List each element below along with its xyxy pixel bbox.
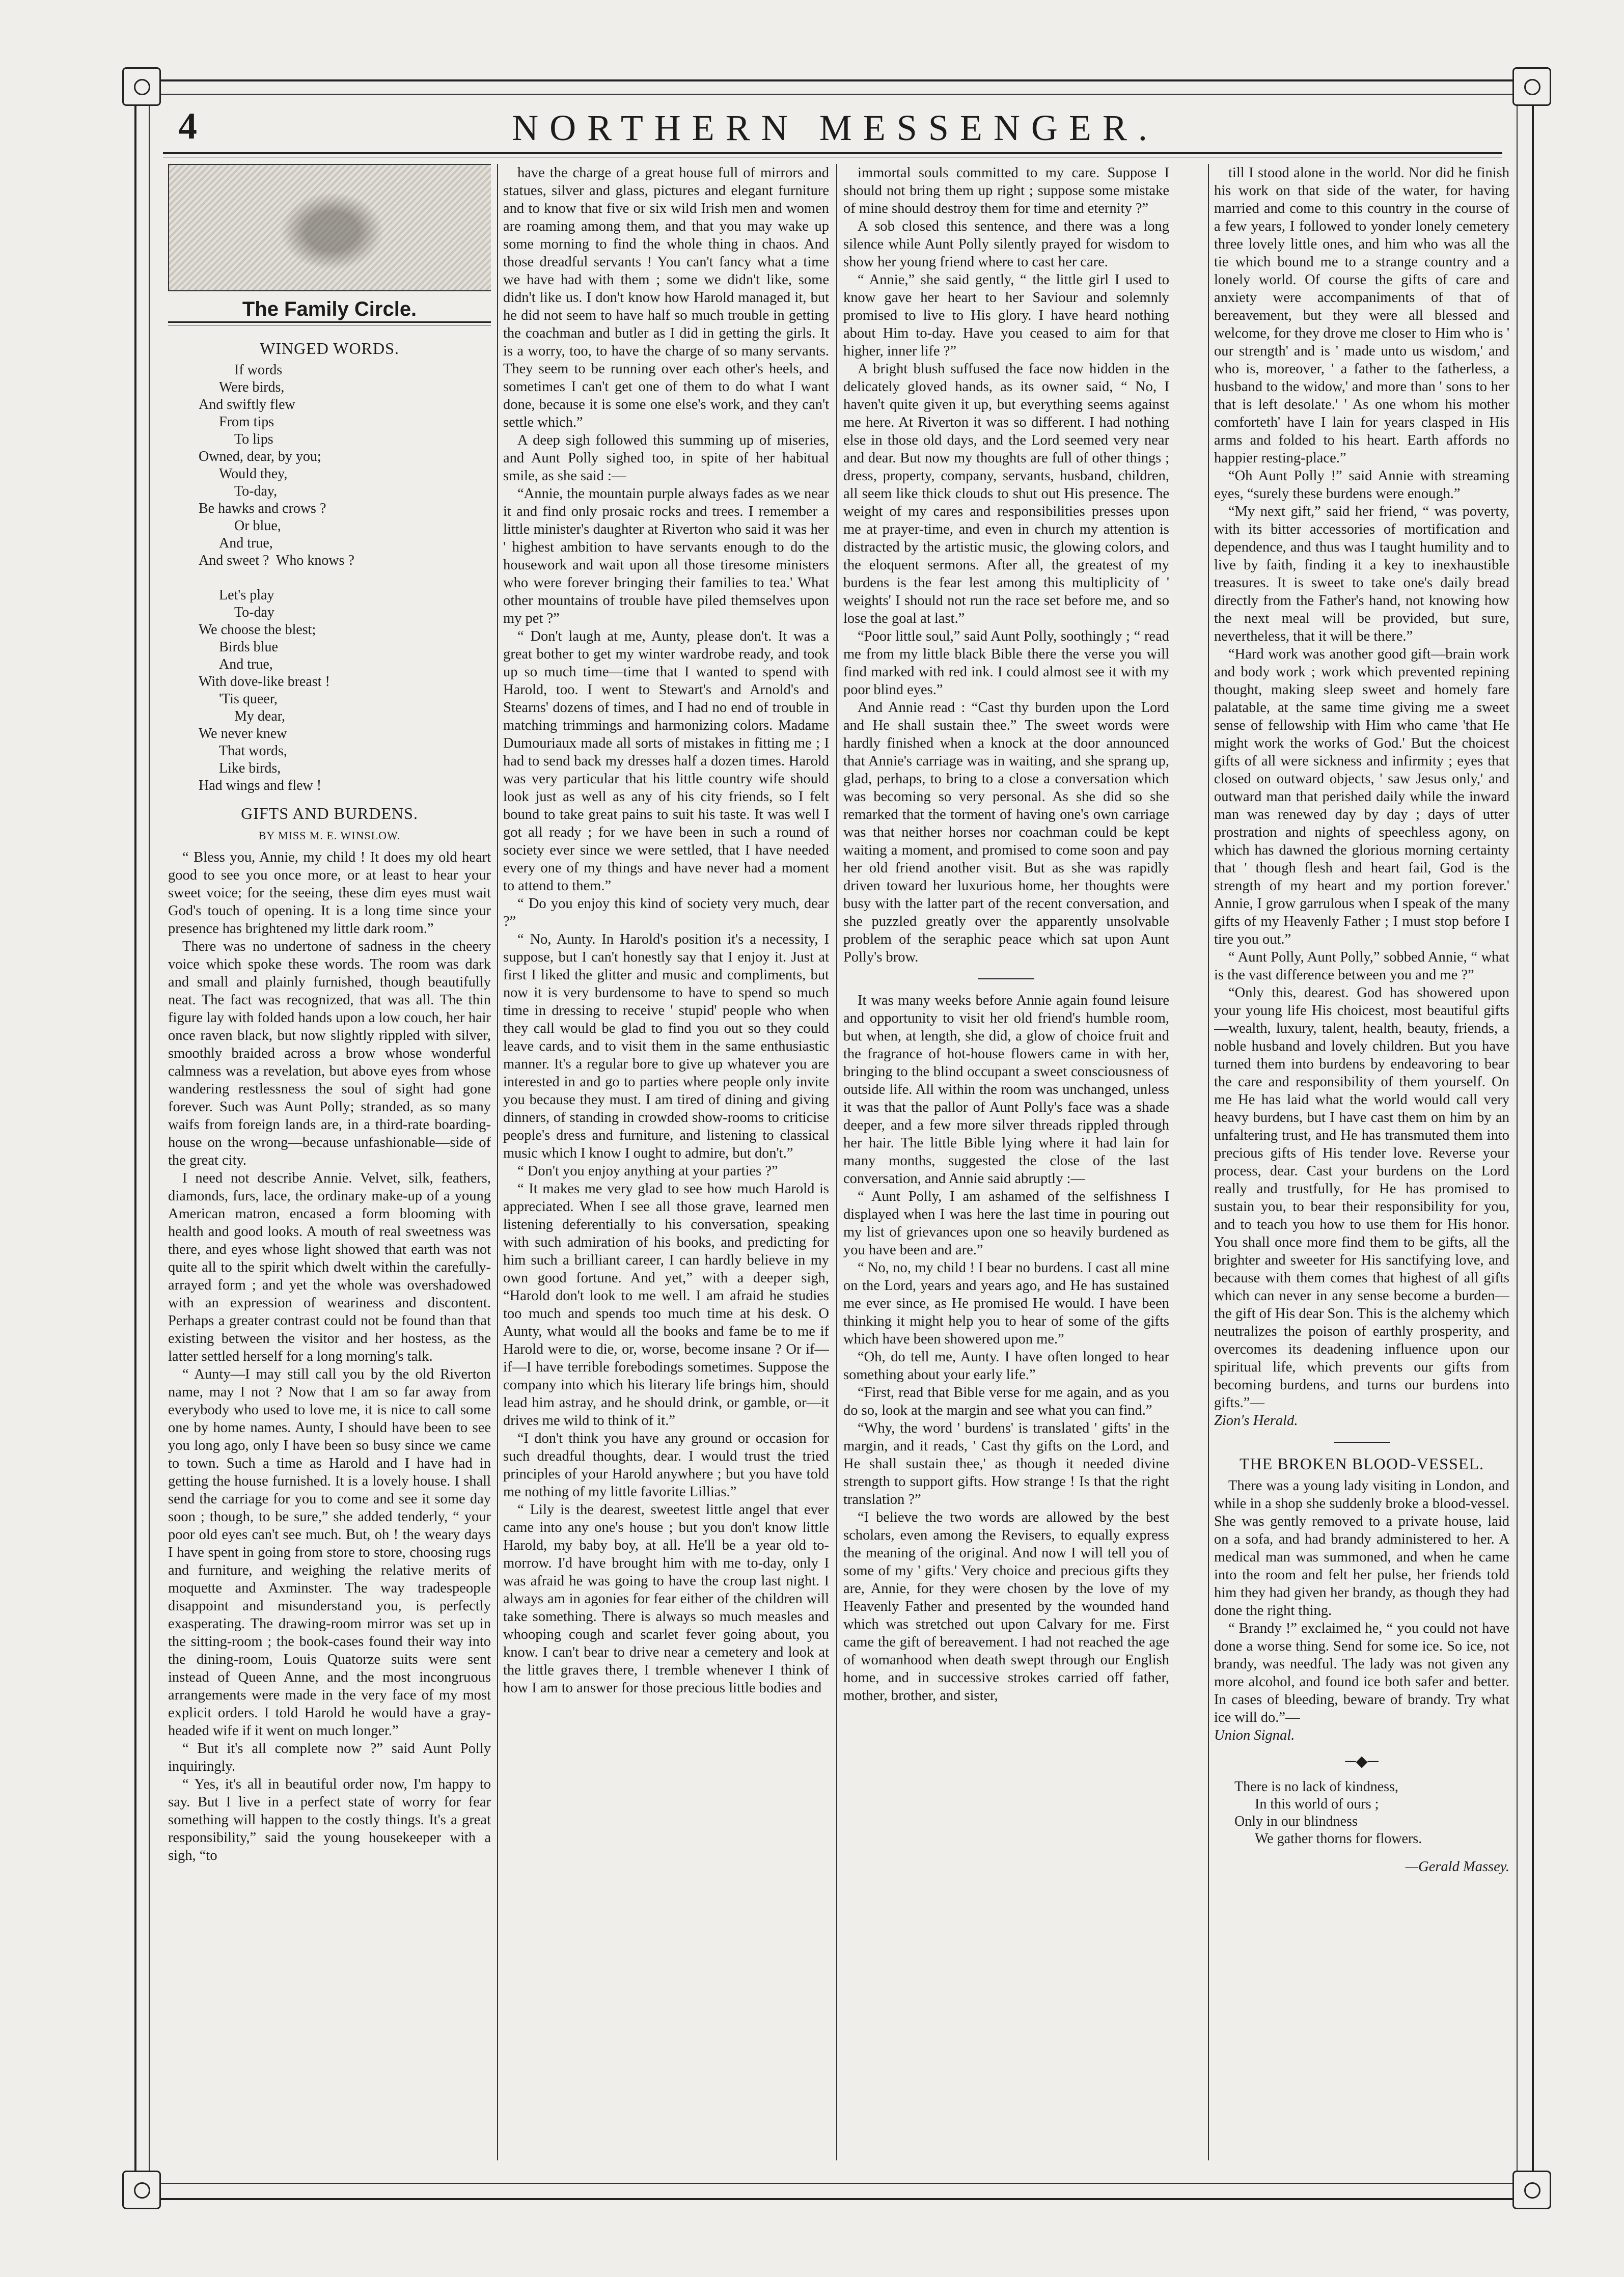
column-4 [1214, 164, 1509, 2150]
poem-line: Were birds, [219, 379, 285, 395]
poem-line: There is no lack of kindness, [1234, 1779, 1398, 1795]
story-paragraph: “I don't think you have any ground or occasion for such dreadful thoughts, dear. I would trust the tried principles of your Harold anywhere ; but you have told me nothing of my little favorite Lillias.” [503, 1431, 829, 1500]
story-paragraph: “ Don't you enjoy anything at your parties ?” [517, 1163, 778, 1179]
article2-credit: Union Signal. [1214, 1727, 1295, 1743]
story-paragraph: It was many weeks before Annie again found leisure and opportunity to visit her old friend's humble room, but when, at length, she did, a glow of choice fruit and the fragrance of hot-house flowers came in with her, bringing to the blind occupant a sweet consciousness of outside life. All within the room was unchanged, unless it was that the pallor of Aunt Polly's face was a shade deeper, and a few more silver threads rippled through her hair. The little Bible lying where it had lain for many months, suggested the close of the last conversation, and Annie said abruptly :— [843, 993, 1169, 1187]
masthead [163, 102, 1507, 153]
poem-line: With dove-like breast ! [199, 674, 330, 690]
story-credit: Zion's Herald. [1214, 1413, 1298, 1429]
story-paragraph: A deep sigh followed this summing up of miseries, and Aunt Polly sighed too, in spite of her habitual smile, as she said :— [503, 432, 829, 484]
article2-text [1214, 1477, 1509, 1726]
story-paragraph: A bright blush suffused the face now hidden in the delicately gloved hands, as its owner said, “ No, I haven't quite given it up, but everything seems against me here. At Riverton it was so different. I had nothing else in those old days, and the Lord seemed very near and dear. But now my thoughts are full of other things ; dress, property, company, servants, husband, children, all seem like thick clouds to shut out His presence. The weight of my cares and responsibilities presses upon me at prayer-time, and even in church my attention is distracted by the artistic music, the glowing colors, and the eloquent sermons. After all, the greatest of my burdens is the fear lest among this multiplicity of ' weights' I should not run the race set before me, and so lose the goal at last.” [843, 361, 1169, 626]
corner-ornament [122, 2171, 161, 2209]
story-paragraph: “ Aunt Polly, Aunt Polly,” sobbed Annie, “ what is the vast difference between you and me ?” [1214, 949, 1509, 983]
story-paragraph: “ No, Aunty. In Harold's position it's a necessity, I suppose, but I can't honestly say that I enjoy it. Just at first I liked the glitter and music and compliments, but now it is very burdensome to have to spend so much time in dressing to receive ' stupid' people who when they call would be glad to find you out so they could leave cards, and to visit them in the same enthusiastic manner. It's a regular bore to give up whatever you are interested in and go to parties where people only invite you because they must. I am tired of dining and giving dinners, of standing in crowded show-rooms to criticise people's dress and furniture, and listening to classical music which I know I ought to admire, but don't.” [503, 931, 829, 1161]
section-break [978, 978, 1034, 979]
story-paragraph: immortal souls committed to my care. Suppose I should not bring them up right ; suppose some mistake of mine should destroy them for time and eternity ?” [843, 165, 1169, 216]
story-paragraph: “ Do you enjoy this kind of society very much, dear ?” [503, 896, 829, 929]
poem-line: Only in our blindness [1234, 1814, 1358, 1829]
paper-title: NORTHERN MESSENGER. [512, 107, 1159, 148]
column-3 [843, 164, 1169, 2150]
poem-line: In this world of ours ; [1255, 1796, 1379, 1812]
header-rule [163, 152, 1502, 154]
poem-line: Be hawks and crows ? [199, 501, 326, 516]
story-paragraph: “ It makes me very glad to see how much Harold is appreciated. When I see all those grave, learned men listening deferentially to his conversation, speaking with such admiration of his books, and predicting for him such a brilliant career, I can hardly believe in my own good fortune. And yet,” with a deeper sigh, “Harold don't look to me well. I am afraid he studies too much and spends too much time at his desk. O Aunty, what would all the books and fame be to me if Harold were to die, or, worse, become insane ? Or if—if—I have terrible forebodings sometimes. Suppose the company into which his literary life brings him, should lead him astray, and he should drink, or gamble, or—it drives me wild to think of it.” [503, 1181, 829, 1429]
story-paragraph: “ Bless you, Annie, my child ! It does my old heart good to see you once more, or at least to hear your sweet voice; for the seeing, these dim eyes must wait God's touch of opening. It is a long time since your presence has brightened my little dark room.” [168, 849, 491, 937]
poem-line: Had wings and flew ! [199, 778, 322, 793]
poem-line: That words, [219, 743, 287, 759]
story-paragraph: “ No, no, my child ! I bear no burdens. I cast all mine on the Lord, years and years ago, and He has sustained me ever since, as He promised He would. I have been thinking it might help you to hear of some of the gifts which have been showered upon me.” [843, 1260, 1169, 1347]
story-paragraph: “Only this, dearest. God has showered upon your young life His choicest, most beautiful gifts—wealth, luxury, talent, health, beauty, friends, a noble husband and lovely children. But you have turned them into burdens by endeavoring to bear the care and responsibility of them yourself. On me He has laid what the world would call very heavy burdens, but I have cast them on him by an unfaltering trust, and He has transmuted them into precious gifts of His tender love. Reverse your process, dear. Cast your burdens on the Lord really and trustfully, for He has promised to sustain you, to bear their responsibility for you, and to teach you how to use them for His honor. You shall once more find them to be gifts, all the brighter and sweeter for His sanctifying love, and because with them comes that highest of all gifts which can never in any sense become a burden—the gift of His dear Son. This is the alchemy which neutralizes the poison of earthly prosperity, and overcomes its deadening influence upon our spiritual life, which prevents our gifts from becoming burdens, and turns our burdens into gifts.”— [1214, 985, 1509, 1411]
section-break [1334, 1442, 1390, 1443]
story-paragraph: “ Aunt Polly, I am ashamed of the selfishness I displayed when I was here the last time in pouring out my list of grievances upon one so heavily burdened as you have been and are.” [843, 1189, 1169, 1258]
section-rule [168, 321, 491, 325]
story-paragraph: “Oh Aunt Polly !” said Annie with streaming eyes, “surely these burdens were enough.” [1214, 468, 1509, 502]
story-paragraph: “Why, the word ' burdens' is translated ' gifts' in the margin, and it reads, ' Cast thy gifts on the Lord, and He shall sustain thee,' as though it needed divine strength to support gifts. How strange ! Is that the right translation ?” [843, 1420, 1169, 1507]
story-paragraph: “ But it's all complete now ?” said Aunt Polly inquiringly. [168, 1741, 491, 1774]
column-1 [168, 164, 491, 2150]
poem-line: From tips [219, 414, 274, 430]
story-paragraph: I need not describe Annie. Velvet, silk, feathers, diamonds, furs, lace, the ordinary make-up of a young American matron, encased a form blooming with health and good looks. A mouth of real sweetness was there, and eyes whose light showed that earth was not quite all to the spirit which dwelt within the carefully-arrayed form ; and yet the whole was overshadowed with an expression of weariness and discontent. Perhaps a greater contrast could not be found than that existing between the visitor and her hostess, as the latter settled herself for a long morning's talk. [168, 1170, 491, 1364]
closing-poem [1234, 1778, 1509, 1848]
story-title: GIFTS AND BURDENS. [241, 804, 418, 822]
poem-line: Would they, [219, 466, 288, 482]
story-paragraph: “ Lily is the dearest, sweetest little angel that ever came into any one's house ; but you don't know little Harold, my baby boy, at all. He'll be a year old to-morrow. I'd have brought him with me to-day, only I was afraid he was going to have the croup last night. I always am in agonies for fear either of the children will take something. There is always so much measles and whooping cough and scarlet fever going about, you know. I can't bear to drive near a cemetery and look at the little graves there, I tremble whenever I think of how I am to answer for those precious little bodies and [503, 1502, 829, 1696]
poem-line: If words [234, 362, 283, 378]
corner-ornament [122, 67, 161, 106]
poem-line: We never knew [199, 726, 287, 742]
article-paragraph: There was a young lady visiting in London, and while in a shop she suddenly broke a blood-vessel. She was gently removed to a private house, laid on a sofa, and had brandy administered to her. A medical man was summoned, and when he came into the room and felt her pulse, her friends told him they had given her brandy, as though they had done the right thing. [1214, 1478, 1509, 1618]
story-paragraph: till I stood alone in the world. Nor did he finish his work on that side of the water, for having married and come to this country in the course of a few years, I followed to yonder lonely cemetery three lovely little ones, and him who was all the tie which bound me to a strange country and a lonely world. Of course the gifts of care and anxiety were accompaniments of that of bereavement, but they were all blessed and welcome, for they drove me closer to Him who is ' our strength' and is ' made unto us wisdom,' and who is, moreover, ' a father to the fatherless, a husband to the widow,' and more than ' sons to her that is left desolate.' ' As one whom his mother comforteth' have I lain for years clasped in His arms and folded to his heart. Earth affords no happier resting-place.” [1214, 165, 1509, 466]
story-paragraph: “ Aunty—I may still call you by the old Riverton name, may I not ? Now that I am so far away from everybody who used to love me, it is nice to call some one by home names. Aunty, I should have been to see you long ago, only I have been so busy since we came to town. Such a time as Harold and I have had in getting the house furnished. It is a lovely house. I shall send the carriage for you to come and see it some day soon ; though, to be sure,” she added tenderly, “ your poor old eyes can't see much. But, oh ! the weary days I have spent in going from store to store, choosing rugs and furniture, and weighing the relative merits of moquette and Axminster. The way tradespeople disappoint and misunderstand you, is perfectly exasperating. The drawing-room mirror was set up in the sitting-room ; the book-cases found their way into the dining-room, Louis Quatorze suits were sent instead of Queen Anne, and the most incongruous arrangements were made in the very face of my most explicit orders. I told Harold he would have a gray-headed wife if it went on much longer.” [168, 1366, 491, 1739]
poem-line: And swiftly flew [199, 397, 295, 413]
column-rule [1208, 164, 1209, 2160]
poem-line: Birds blue [219, 639, 278, 655]
story-paragraph: “My next gift,” said her friend, “ was poverty, with its bitter accessories of mortification and dependence, and thus was I taught humility and to live by faith, finding it a key to inexhaustible treasures. It is sweet to take one's daily bread directly from the Father's hand, not knowing how the next meal will be provided, but sure, nevertheless, that it will be there.” [1214, 504, 1509, 644]
article-paragraph: “ Brandy !” exclaimed he, “ you could not have done a worse thing. Send for some ice. So ice, not brandy, was needful. The lady was not given any more alcohol, and found ice both safer and better. In cases of bleeding, beware of brandy. Try what ice will do.”— [1214, 1621, 1509, 1725]
poem-line: 'Tis queer, [219, 691, 278, 707]
story-text-col3-continued [843, 992, 1169, 1705]
story-text-col3 [843, 164, 1169, 966]
poem-line: And sweet ? Who knows ? [199, 553, 354, 568]
poem-line: To-day, [234, 483, 278, 499]
poem-line: And true, [219, 535, 273, 551]
story-byline: BY MISS M. E. WINSLOW. [258, 829, 401, 842]
corner-ornament [1512, 2171, 1551, 2209]
article2-title: THE BROKEN BLOOD-VESSEL. [1240, 1455, 1484, 1473]
story-paragraph: “Hard work was another good gift—brain work and body work ; work which prevented repining thought, making sleep sweet and homely fare palatable, at the same time giving me a sweet sense of fellowship with Him who came 'that He might work the works of God.' But the choicest gifts of all were sickness and infirmity ; eyes that closed on outward objects, ' saw Jesus only,' and outward man that perished daily while the inward man was renewed day by day ; days of utter prostration and nights of speechless agony, on which has dawned the glorious morning certainty that ' though flesh and heart fail, God is the strength of my heart and my portion forever.' Annie, I grow garrulous when I speak of the many gifts of my Heavenly Father ; I must stop before I tire you out.” [1214, 646, 1509, 947]
poem-line: Let's play [219, 587, 274, 603]
story-paragraph: A sob closed this sentence, and there was a long silence while Aunt Polly silently prayed for wisdom to show her young friend where to cast her care. [843, 218, 1169, 270]
story-paragraph: “Annie, the mountain purple always fades as we near it and find only prosaic rocks and trees. I remember a little minister's daughter at Riverton who said it was her ' highest ambition to have servants enough to do the housework and wait upon all those tiresome ministers who were forever bringing their families to tea.' What other mountains of trouble have piled themselves upon my pet ?” [503, 486, 829, 626]
poem-line: We choose the blest; [199, 622, 316, 638]
story-paragraph: “Oh, do tell me, Aunty. I have often longed to hear something about your early life.” [843, 1349, 1169, 1383]
family-circle-illustration [168, 164, 491, 291]
story-paragraph: And Annie read : “Cast thy burden upon the Lord and He shall sustain thee.” The sweet words were hardly finished when a knock at the door announced that Annie's carriage was in waiting, and she sprang up, glad, perhaps, to bring to a close a conversation which was becoming so very personal. As she did so she remarked that the torment of having one's own carriage was that neither horses nor coachman could be kept waiting a moment, and promised to come soon and pay her old friend another visit. But as she was rapidly driven toward her luxurious home, her thoughts were busy with the latter part of the recent conversation, and she puzzled greatly over the apparently unsolvable problem of the seraphic peace which sat upon Aunt Polly's brow. [843, 700, 1169, 965]
section-title: The Family Circle. [242, 298, 417, 320]
poem-line: And true, [219, 656, 273, 672]
column-rule [497, 164, 498, 2160]
poem-line: Owned, dear, by you; [199, 449, 321, 464]
story-paragraph: “Poor little soul,” said Aunt Polly, soothingly ; “ read me from my little black Bible there the verse you will find marked with red ink. I could almost see it with my poor blind eyes.” [843, 628, 1169, 698]
poem-line: To-day [234, 605, 274, 620]
story-paragraph: “First, read that Bible verse for me again, and as you do so, look at the margin and see what you can find.” [843, 1385, 1169, 1418]
corner-ornament [1512, 67, 1551, 106]
story-paragraph: “ Yes, it's all in beautiful order now, I'm happy to say. But I live in a perfect state of worry for fear something will happen to the costly things. It's a great responsibility,” said the young housekeeper with a sigh, “to [168, 1776, 491, 1863]
story-text-col4 [1214, 164, 1509, 1412]
poem-line: To lips [234, 431, 273, 447]
story-paragraph: “I believe the two words are allowed by the best scholars, even among the Revisers, to equally express the meaning of the original. And now I will tell you of some of my ' gifts.' Very choice and precious gifts they are, Annie, for they were chosen by the love of my Heavenly Father and presented by the wounded hand which was stretched out upon Calvary for me. First came the gift of bereavement. I had not reached the age of womanhood when death swept through our English home, and in successive strokes carried off father, mother, brother, and sister, [843, 1510, 1169, 1704]
poem-credit: —Gerald Massey. [1405, 1859, 1509, 1875]
winged-words-poem [199, 362, 491, 794]
story-text-col1 [168, 848, 491, 1864]
poem-line: Or blue, [234, 518, 281, 534]
column-2 [503, 164, 829, 2150]
poem-line: We gather thorns for flowers. [1255, 1831, 1422, 1847]
poem-title: WINGED WORDS. [260, 339, 399, 358]
poem-line: Like birds, [219, 760, 281, 776]
ornament-divider: ─◆─ [1345, 1753, 1379, 1770]
poem-line [199, 569, 491, 587]
poem-line: My dear, [234, 708, 285, 724]
story-paragraph: “ Annie,” she said gently, “ the little girl I used to know gave her heart to her Saviour and solemnly promised to live to His glory. I have heard nothing about Him to-day. Have you ceased to aim for that higher, inner life ?” [843, 272, 1169, 359]
story-paragraph: have the charge of a great house full of mirrors and statues, silver and glass, pictures and elegant furniture and to know that five or six wild Irish men and women are roaming among them, and that you may wake up some morning to find the whole thing in chaos. And those dreadful servants ! You can't fancy what a time we have had with them ; some we didn't like, some didn't like us. I don't know how Harold managed it, but he did not seem to have half so much trouble in getting the coachman and butler as I did in getting the girls. It is a worry, too, to have the charge of so many servants. They seem to be running over each other's heels, and sometimes I can't get one of them to do what I want done, because it is some one else's work, and they can't settle which.” [503, 165, 829, 430]
column-rule [836, 164, 837, 2160]
story-text-col2 [503, 164, 829, 1697]
page-number: 4 [178, 105, 197, 147]
story-paragraph: There was no undertone of sadness in the cheery voice which spoke these words. The room was dark and small and plainly furnished, though beautifully neat. The fact was recognized, that was all. The thin figure lay with folded hands upon a low couch, her hair once raven black, but now slightly rippled with silver, smoothly braided across a brow whose wonderful calmness was a revelation, but above eyes from whose wandering restlessness the soul of sight had gone forever. Such was Aunt Polly; stranded, as so many waifs from foreign lands are, in a third-rate boarding-house on the wrong—because unfashionable—side of the great city. [168, 939, 491, 1168]
story-paragraph: “ Don't laugh at me, Aunty, please don't. It was a great bother to get my winter wardrobe ready, and took up so much time—time that I wanted to spend with Harold, too. I went to Stewart's and Arnold's and Stearns' dozens of times, and I had no end of trouble in matching trimmings and harmonizing colors. Madame Dumouriaux made all sorts of mistakes in fitting me ; I had to send back my dresses half a dozen times. Harold was very particular that his little country wife should look just as well as any of his city friends, so I felt bound to take great pains to suit his taste. It was well I got all ready ; for we have been in such a round of society ever since we were settled, that I have needed every one of my things and have never had a moment to attend to them.” [503, 628, 829, 894]
